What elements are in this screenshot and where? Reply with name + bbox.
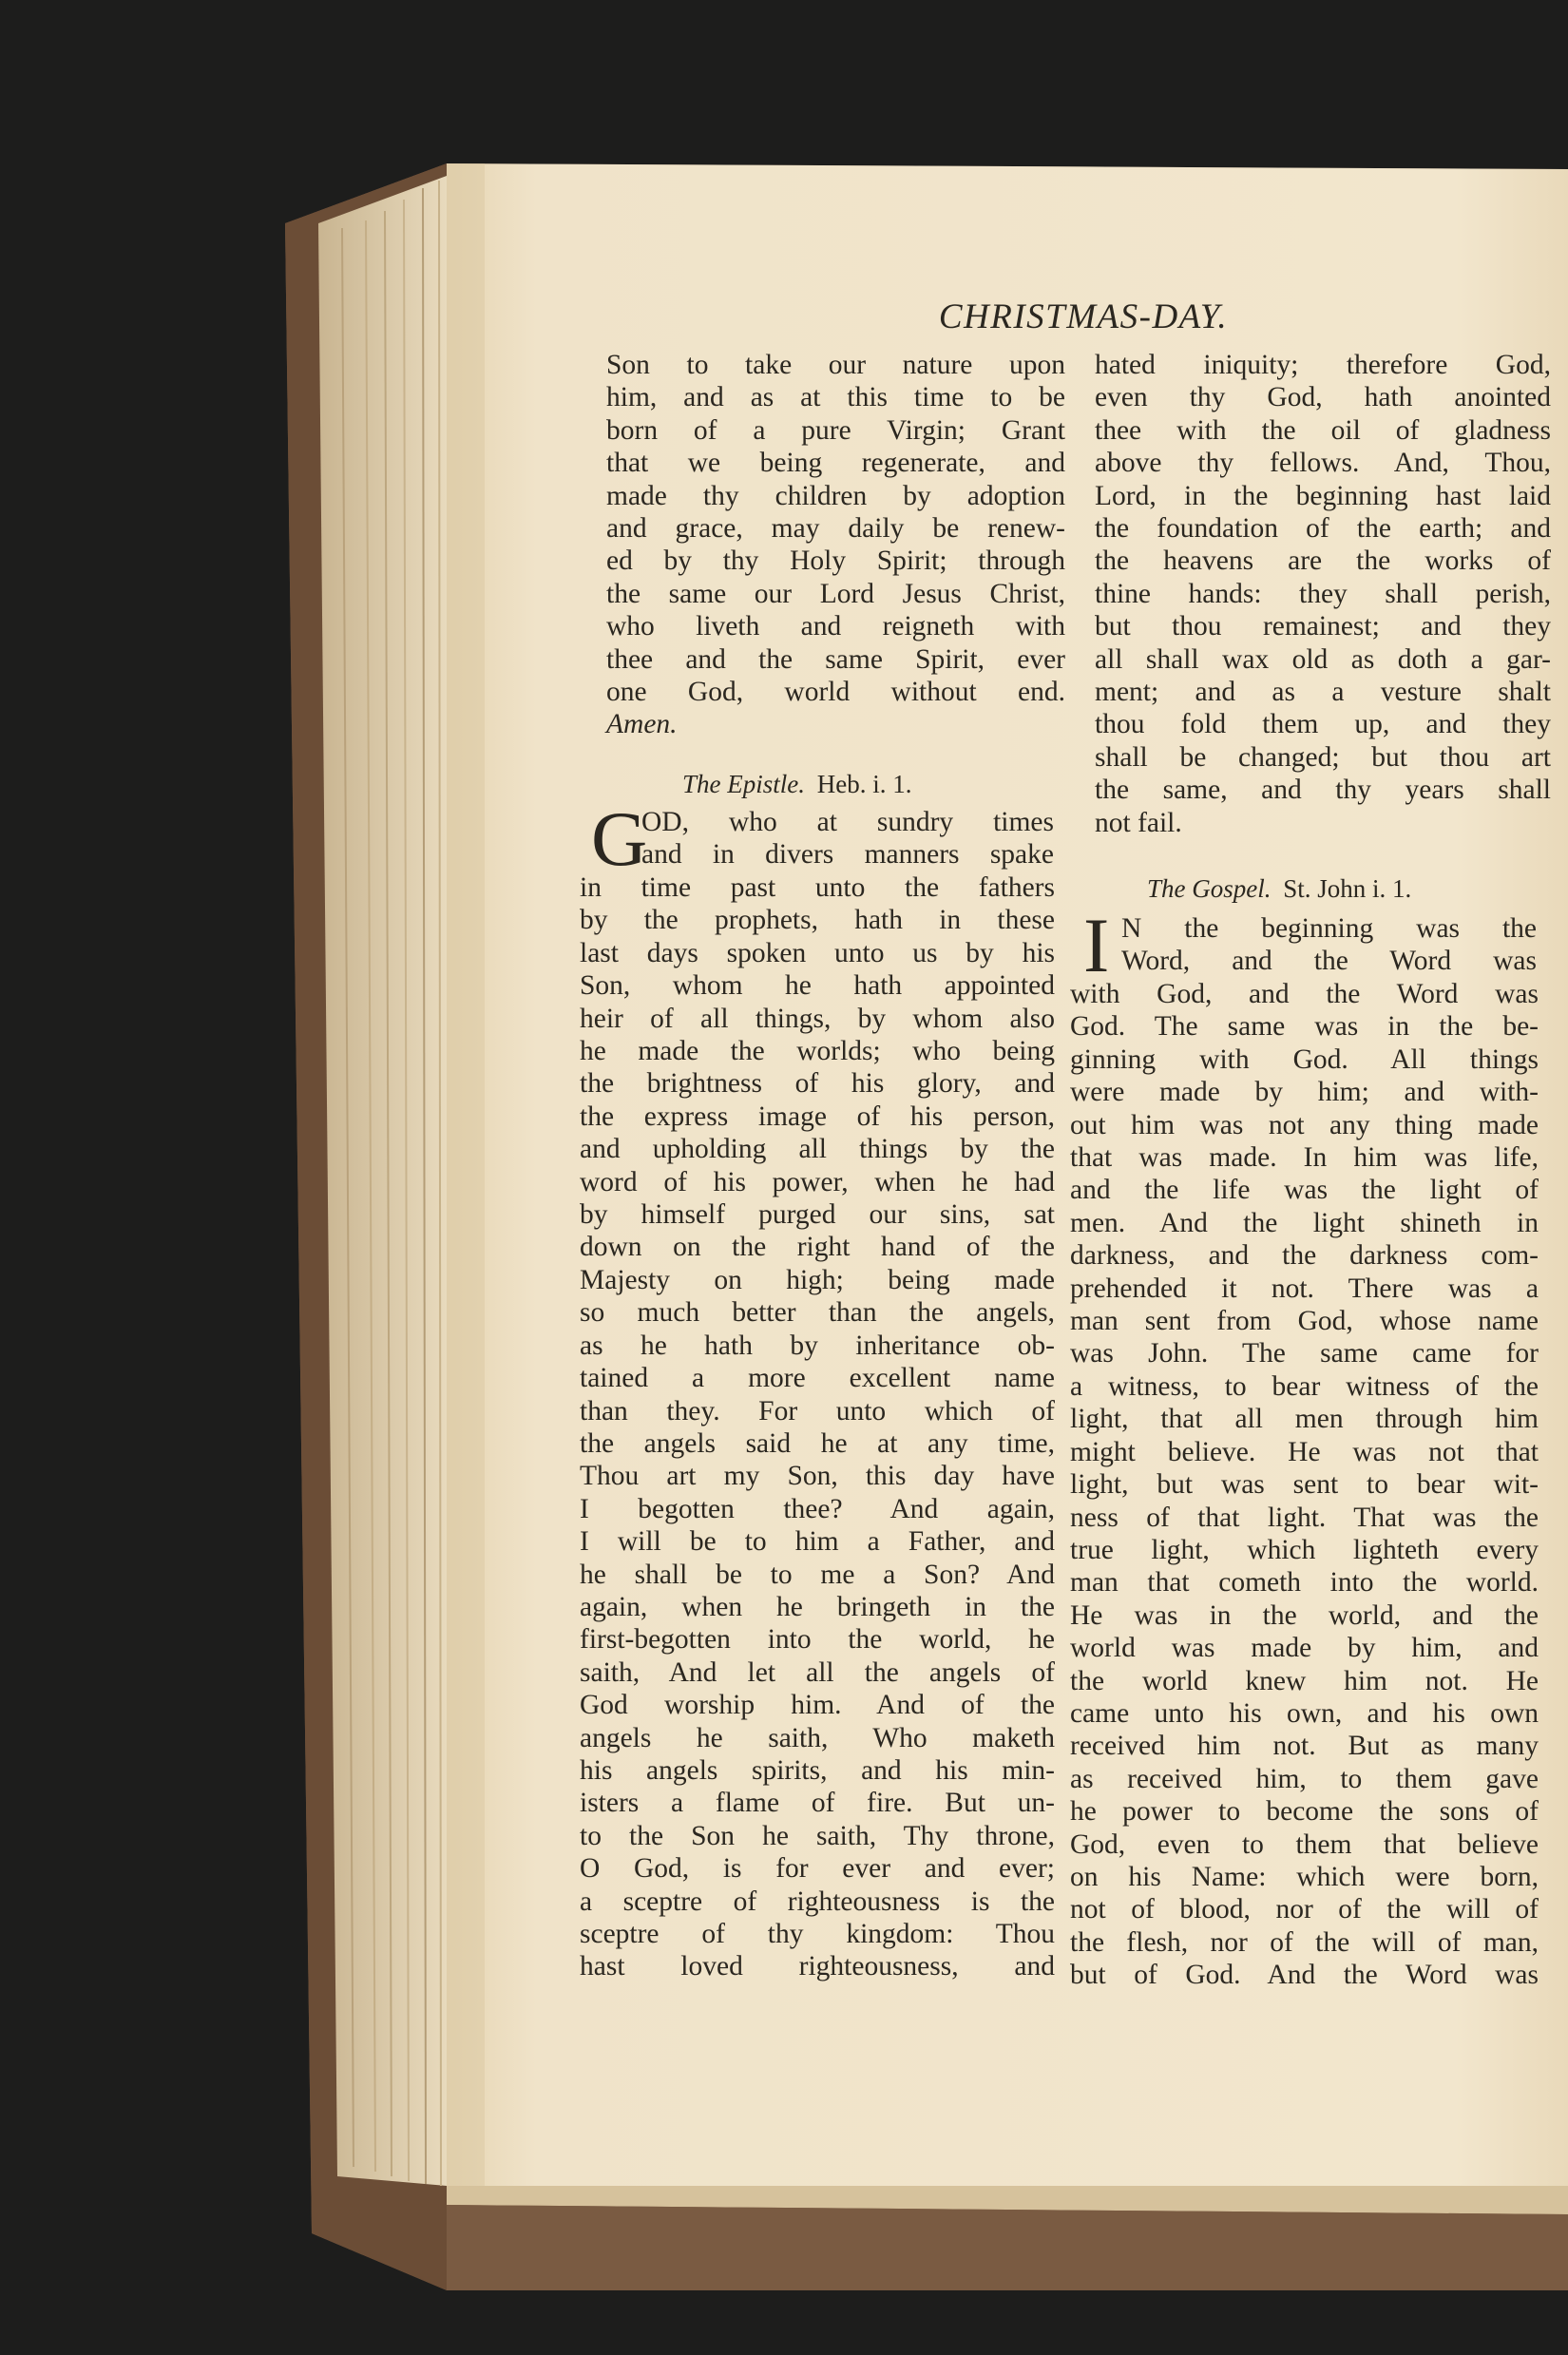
text-line: and the life was the light of xyxy=(1070,1175,1539,1206)
text-line: world was made by him, and xyxy=(1070,1633,1539,1664)
gospel-opening xyxy=(1121,912,1537,978)
epistle-heading-ref: Heb. i. 1. xyxy=(816,770,912,798)
text-line: hated iniquity; therefore God, xyxy=(1095,350,1551,380)
text-line: the heavens are the works of xyxy=(1095,546,1551,577)
text-line: thine hands: they shall perish, xyxy=(1095,578,1551,609)
gospel-heading xyxy=(1147,874,1411,904)
text-line: him, and as at this time to be xyxy=(606,382,1065,413)
text-line: God. The same was in the be- xyxy=(1070,1011,1539,1043)
text-line: God worship him. And of the xyxy=(580,1690,1055,1721)
text-line: by the prophets, hath in these xyxy=(580,905,1055,936)
text-line: man sent from God, whose name xyxy=(1070,1306,1539,1337)
text-line: first-begotten into the world, he xyxy=(580,1624,1055,1656)
text-line: word of his power, when he had xyxy=(580,1166,1055,1197)
text-line: a sceptre of righteousness is the xyxy=(580,1886,1055,1917)
text-line: men. And the light shineth in xyxy=(1070,1207,1539,1238)
text-line: heir of all things, by whom also xyxy=(580,1003,1055,1034)
text-line: and in divers manners spake xyxy=(641,839,1054,871)
text-line: thou fold them up, and they xyxy=(1095,709,1551,740)
epistle-opening xyxy=(641,806,1054,871)
text-line: OD, who at sundry times xyxy=(641,807,1054,837)
text-line: N the beginning was the xyxy=(1121,913,1537,944)
text-line: man that cometh into the world. xyxy=(1070,1567,1539,1599)
text-line: the express image of his person, xyxy=(580,1101,1055,1132)
text-line: ness of that light. That was the xyxy=(1070,1502,1539,1533)
text-line: not of blood, nor of the will of xyxy=(1070,1894,1539,1925)
text-line: angels he saith, Who maketh xyxy=(580,1722,1055,1753)
text-line: in time past unto the fathers xyxy=(580,872,1055,903)
text-line: his angels spirits, and his min- xyxy=(580,1754,1055,1786)
text-line: God, even to them that believe xyxy=(1070,1828,1539,1860)
text-line: hast loved righteousness, and xyxy=(580,1951,1055,1982)
text-line: Son, whom he hath appointed xyxy=(580,970,1055,1002)
text-line: isters a flame of fire. But un- xyxy=(580,1788,1055,1819)
text-line: O God, is for ever and ever; xyxy=(580,1853,1055,1885)
text-line: on his Name: which were born, xyxy=(1070,1861,1539,1892)
text-line: with God, and the Word was xyxy=(1070,979,1539,1009)
text-line: sceptre of thy kingdom: Thou xyxy=(580,1919,1055,1949)
text-line: ment; and as a vesture shalt xyxy=(1095,677,1551,708)
epistle-heading xyxy=(682,770,911,799)
text-line: Lord, in the beginning hast laid xyxy=(1095,480,1551,511)
epistle-heading-label: The Epistle. xyxy=(682,770,805,798)
text-line: I will be to him a Father, and xyxy=(580,1526,1055,1558)
text-line: the flesh, nor of the will of man, xyxy=(1070,1926,1539,1958)
text-line: who liveth and reigneth with xyxy=(606,611,1065,642)
text-line: Thou art my Son, this day have xyxy=(580,1461,1055,1492)
text-line: light, that all men through him xyxy=(1070,1404,1539,1435)
text-line: the angels said he at any time, xyxy=(580,1427,1055,1459)
running-head: CHRISTMAS-DAY. xyxy=(938,297,1229,336)
epistle-dropcap: G xyxy=(591,795,648,882)
epistle-continuation xyxy=(1095,349,1551,839)
text-line: that was made. In him was life, xyxy=(1070,1142,1539,1174)
text-line: he shall be to me a Son? And xyxy=(580,1559,1055,1590)
text-line: last days spoken unto us by his xyxy=(580,937,1055,968)
text-line: saith, And let all the angels of xyxy=(580,1656,1055,1688)
text-line: the same our Lord Jesus Christ, xyxy=(606,578,1065,609)
text-line: the same, and thy years shall xyxy=(1095,775,1551,806)
text-line: Son to take our nature upon xyxy=(606,350,1065,380)
text-line: prehended it not. There was a xyxy=(1070,1273,1539,1304)
text-line: a witness, to bear witness of the xyxy=(1070,1370,1539,1402)
text-line: tained a more excellent name xyxy=(580,1363,1055,1394)
text-line: ginning with God. All things xyxy=(1070,1043,1539,1075)
text-line: might believe. He was not that xyxy=(1070,1436,1539,1467)
text-line: not fail. xyxy=(1095,807,1182,838)
amen-text: Amen. xyxy=(606,709,678,739)
text-line: all shall wax old as doth a gar- xyxy=(1095,643,1551,675)
text-line: down on the right hand of the xyxy=(580,1232,1055,1263)
collect-amen xyxy=(606,708,796,740)
text-line: but thou remainest; and they xyxy=(1095,611,1551,642)
text-line: Word, and the Word was xyxy=(1121,946,1537,977)
text-line: out him was not any thing made xyxy=(1070,1109,1539,1140)
text-line: ed by thy Holy Spirit; through xyxy=(606,546,1065,577)
text-line: the world knew him not. He xyxy=(1070,1665,1539,1696)
page-edges xyxy=(318,176,447,2186)
gospel-dropcap: I xyxy=(1083,902,1110,988)
text-line: the foundation of the earth; and xyxy=(1095,513,1551,545)
gospel-heading-ref: St. John i. 1. xyxy=(1283,874,1412,903)
collect-text xyxy=(606,349,1065,708)
text-line: and grace, may daily be renew- xyxy=(606,513,1065,545)
text-line: as received him, to them gave xyxy=(1070,1763,1539,1794)
text-line: darkness, and the darkness com- xyxy=(1070,1240,1539,1272)
text-line: shall be changed; but thou art xyxy=(1095,741,1551,773)
text-line: and upholding all things by the xyxy=(580,1134,1055,1165)
text-line: that we being regenerate, and xyxy=(606,448,1065,479)
text-line: so much better than the angels, xyxy=(580,1297,1055,1329)
text-line: came unto his own, and his own xyxy=(1070,1697,1539,1729)
text-line: again, when he bringeth in the xyxy=(580,1591,1055,1622)
text-line: he power to become the sons of xyxy=(1070,1796,1539,1828)
text-line: even thy God, hath anointed xyxy=(1095,382,1551,413)
text-line: light, but was sent to bear wit- xyxy=(1070,1469,1539,1501)
gospel-heading-label: The Gospel. xyxy=(1147,874,1272,903)
text-line: but of God. And the Word was xyxy=(1070,1960,1539,1991)
text-line: he made the worlds; who being xyxy=(580,1036,1055,1067)
text-line: born of a pure Virgin; Grant xyxy=(606,414,1065,446)
text-line: than they. For unto which of xyxy=(580,1395,1055,1426)
text-line: by himself purged our sins, sat xyxy=(580,1199,1055,1231)
text-line: He was in the world, and the xyxy=(1070,1599,1539,1631)
text-line: were made by him; and with- xyxy=(1070,1077,1539,1108)
text-line: received him not. But as many xyxy=(1070,1731,1539,1762)
text-line: was John. The same came for xyxy=(1070,1338,1539,1369)
text-line: above thy fellows. And, Thou, xyxy=(1095,448,1551,479)
text-line: I begotten thee? And again, xyxy=(580,1493,1055,1524)
text-line: thee and the same Spirit, ever xyxy=(606,643,1065,675)
text-line: Majesty on high; being made xyxy=(580,1264,1055,1295)
text-line: made thy children by adoption xyxy=(606,480,1065,511)
text-line: to the Son he saith, Thy throne, xyxy=(580,1820,1055,1851)
epistle-text xyxy=(580,871,1055,1983)
text-line: true light, which lighteth every xyxy=(1070,1534,1539,1565)
text-line: thee with the oil of gladness xyxy=(1095,414,1551,446)
text-line: as he hath by inheritance ob- xyxy=(580,1330,1055,1361)
text-line: the brightness of his glory, and xyxy=(580,1068,1055,1100)
gospel-text xyxy=(1070,978,1539,1992)
text-line: one God, world without end. xyxy=(606,677,1065,708)
